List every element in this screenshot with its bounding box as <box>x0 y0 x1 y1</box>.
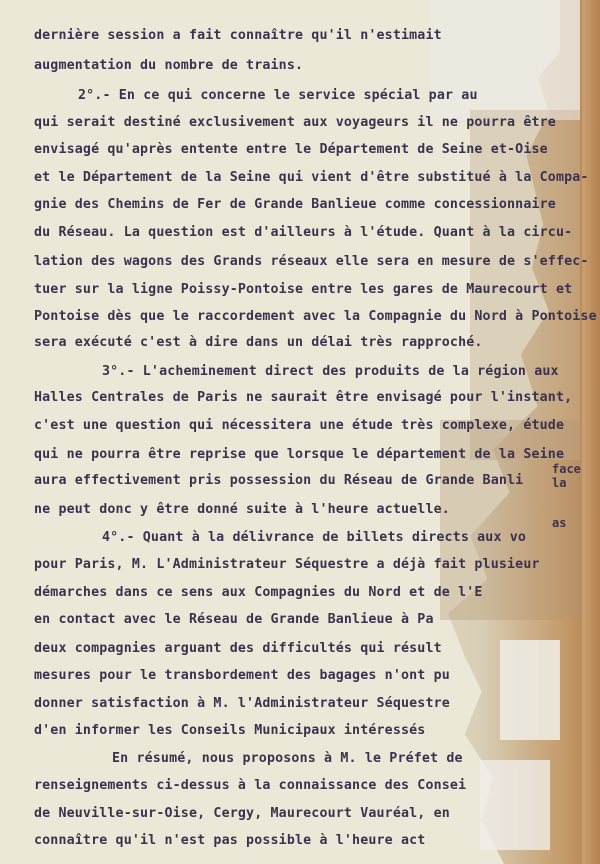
margin-fragment: as <box>552 516 567 530</box>
text-line: renseignements ci-dessus à la connaissance des Consei <box>34 778 467 793</box>
text-line: En résumé, nous proposons à M. le Préfet de <box>112 751 463 766</box>
margin-fragment: face <box>552 462 581 476</box>
text-line: tuer sur la ligne Poissy-Pontoise entre les gares de Maurecourt et <box>34 282 573 297</box>
text-line: Halles Centrales de Paris ne saurait être envisagé pour l'instant, <box>34 390 573 405</box>
text-line: aura effectivement pris possession du Réseau de Grande Banli <box>34 473 524 488</box>
text-line: du Réseau. La question est d'ailleurs à l'étude. Quant à la circu- <box>34 225 573 240</box>
text-line: sera exécuté c'est à dire dans un délai très rapproché. <box>34 335 483 350</box>
text-line: augmentation du nombre de trains. <box>34 58 304 73</box>
text-line: en contact avec le Réseau de Grande Banlieue à Pa <box>34 612 434 627</box>
text-line: donner satisfaction à M. l'Administrateur Séquestre <box>34 696 450 711</box>
text-line: lation des wagons des Grands réseaux elle sera en mesure de s'effec- <box>34 254 589 269</box>
text-line: deux compagnies arguant des difficultés qui résult <box>34 641 442 656</box>
text-line: de Neuville-sur-Oise, Cergy, Maurecourt Vauréal, en <box>34 806 450 821</box>
text-line: d'en informer les Conseils Municipaux intéressés <box>34 723 426 738</box>
margin-fragment: la <box>552 476 567 490</box>
text-line: 4°.- Quant à la délivrance de billets directs aux vo <box>102 530 527 545</box>
text-line: gnie des Chemins de Fer de Grande Banlieue comme concessionnaire <box>34 197 556 212</box>
text-line: qui ne pourra être reprise que lorsque le département de la Seine <box>34 447 565 462</box>
text-line: pour Paris, M. L'Administrateur Séquestre a déjà fait plusieur <box>34 557 540 572</box>
text-line: envisagé qu'après entente entre le Département de Seine et-Oise <box>34 142 548 157</box>
text-line: c'est une question qui nécessitera une étude très complexe, étude <box>34 418 565 433</box>
text-line: 2°.- En ce qui concerne le service spécial par au <box>78 88 478 103</box>
text-line: dernière session a fait connaître qu'il n'estimait <box>34 28 442 43</box>
text-line: et le Département de la Seine qui vient d'être substitué à la Compa- <box>34 170 589 185</box>
text-line: qui serait destiné exclusivement aux voyageurs il ne pourra être <box>34 115 556 130</box>
text-line: connaître qu'il n'est pas possible à l'heure act <box>34 833 426 848</box>
text-line: démarches dans ce sens aux Compagnies du Nord et de l'E <box>34 585 483 600</box>
text-line: Pontoise dès que le raccordement avec la Compagnie du Nord à Pontoise <box>34 309 597 324</box>
text-line: ne peut donc y être donné suite à l'heure actuelle. <box>34 502 450 517</box>
text-line: mesures pour le transbordement des bagages n'ont pu <box>34 668 450 683</box>
text-line: 3°.- L'acheminement direct des produits de la région aux <box>102 364 559 379</box>
